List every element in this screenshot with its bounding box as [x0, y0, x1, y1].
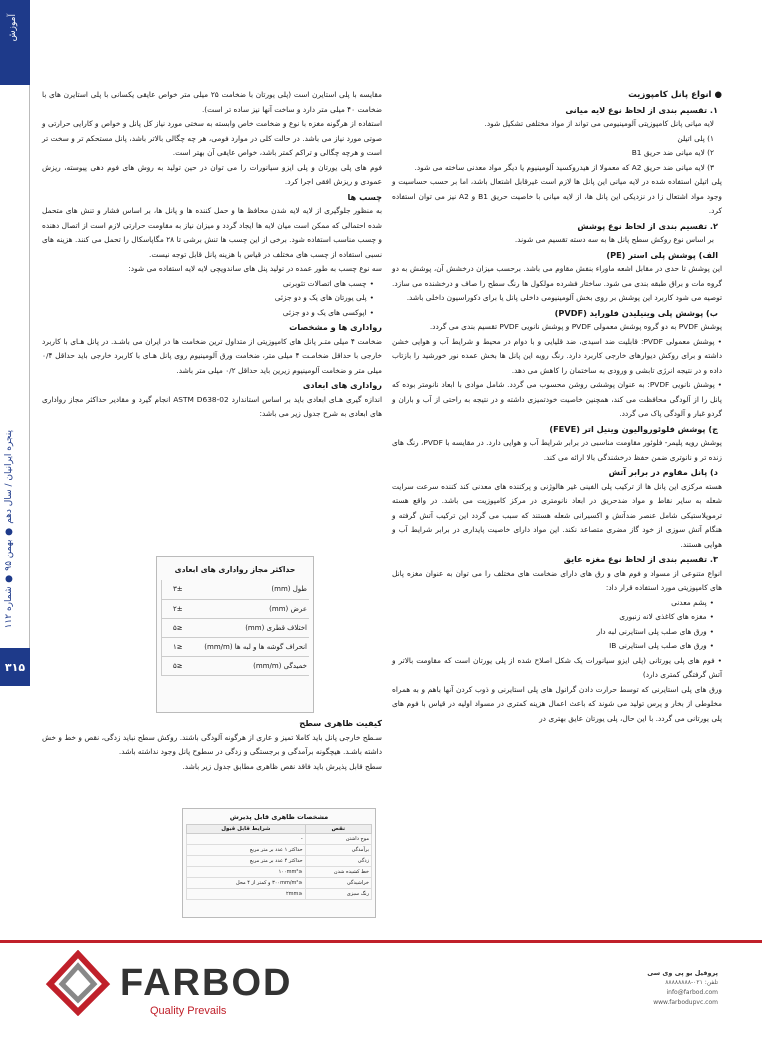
- surface-table-title: مشخصات ظاهری قابل پذیرش: [229, 813, 329, 821]
- paragraph: اندازه گیری هـای ابعادی باید بر اساس استاندارد ASTM D638-02 انجام گیرد و مقادیر حداکثر مجاز رواداری های ابعادی به شرح جدول زیر می باشد:: [42, 394, 382, 418]
- section-heading: ۳. تقسیم بندی از لحاظ نوع مغزه عایق: [563, 554, 718, 564]
- section-heading: ۲. تقسیم بندی از لحاظ نوع پوشش: [577, 220, 718, 231]
- paragraph: سـطح خارجی پانل باید کاملا تمیز و عاری از هرگونه آلودگی باشند. روکش سطح نباید زدگی، نقص و خط و خش داشته باشـد. هیچگونه برآمدگی و برجستگی و زدگی در سطوح پانل وجود نداشته باشد.: [42, 732, 382, 756]
- paragraph: سه نوع چسب به طور عمده در تولید پنل های ساندویچی لایه لایه استفاده می شود:: [128, 264, 382, 273]
- contact-line: info@farbod.com: [666, 989, 718, 996]
- paragraph: • پوشش معمولی PVDF: قابلیت ضد اسیدی، ضد قلیایی و با دوام در محیط و شرایط آب و هوایی خشن داشته و برای روکش دیوارهای خارجی کاربرد دارد. رنگ رویه این پانل ها بخش عمده نور خورشید را بازتاب داده و در نتیجه انرژی تابشی و ورودی به ساختمان را کاهش می دهد.: [392, 336, 722, 375]
- paragraph: ضخامت ۴ میلی متـر پانل های کامپوزیتی از متداول ترین ضخامت ها در ایران می باشـد. در پانل هـای با کاربرد خارجی با حداقل ضخامـت ۴ میلی متر، ضخامت ورق آلومینیوم روی پانل هـای با کاربرد خارجی باید حداقل ۰/۴ میلی متر و ضخامت آلومینیوم زیرین باید حداقل ۰/۲ میلی متر باشد.: [42, 336, 382, 375]
- contact-line: www.farbodupvc.com: [653, 999, 718, 1006]
- table-cell: رنگ سبزی: [305, 889, 371, 900]
- table-cell: برآمدگی: [305, 845, 371, 856]
- paragraph: فوم های پلی یورتان و پلی ایزو سیانورات را می توان در حین تولید به روش های فوم دهی پیوسته، ریزش عمودی و ریزش افقی اجرا کرد.: [42, 162, 382, 186]
- paragraph: ۳) لایه میانی ضد حریق A2 که معمولا از هیدروکسید آلومینیوم یا دیگر مواد معدنی ساخته می شود.: [414, 162, 714, 172]
- paragraph: • مغزه های کاغذی لانه زنبوری: [392, 610, 722, 625]
- brand-tagline: Quality Prevails: [150, 1005, 227, 1017]
- section-heading: ب) پوشش پلی وینیلیدن فلوراید (PVDF): [554, 307, 718, 318]
- paragraph: • فوم های پلی یورتانی (پلی ایزو سیانورات یک شکل اصلاح شده از پلی یورتان است که مقاومت بالاتر و آتش گرفتگی کمتری دارد): [392, 655, 722, 679]
- paragraph: این پوشش تا حدی در مقابل اشعه ماوراء بنفش مقاوم می باشد. برحسب میزان درخشش آن، پوشش به دو گروه مات و براق طبقه بندی می شود. ساختار فشرده مولکول ها رنگ سطح را صاف و درخشنده می سازد. توصیه می شود کاربرد این پوشش بر روی بخش آلومینیومی داخلی پانل یا برای دکوراسیون داخلی باشد.: [392, 264, 722, 302]
- paragraph: بر اساس نوع روکش سطح پانل ها به سه دسته تقسیم می شوند.: [514, 235, 714, 244]
- section-heading: رواداری ها و مشخصات: [289, 322, 382, 332]
- table-row: [187, 856, 372, 867]
- column-header: شرایط قابل قبول: [187, 825, 306, 834]
- paragraph: • چسب های اتصالات تئوبرنی: [42, 277, 382, 292]
- table-row: [162, 618, 310, 637]
- table-cell: ≤۲mm: [187, 889, 306, 900]
- section-heading: کیفیت ظاهری سطح: [299, 718, 382, 728]
- column-header: نقص: [305, 825, 371, 834]
- paragraph: • ورق های صلب پلی استایرنی لبه دار: [392, 625, 722, 640]
- table-row: [187, 889, 372, 900]
- paragraph: ۲) لایه میانی ضد حریق B1: [631, 148, 714, 157]
- table-row: [162, 656, 310, 675]
- right-column: [392, 88, 722, 726]
- tolerance-label: طول (mm): [194, 580, 310, 599]
- tolerance-table: [156, 556, 314, 713]
- tolerance-label: عرض (mm): [194, 599, 310, 618]
- table-cell: -: [187, 834, 306, 845]
- contact-line: پروفیل یو پی وی سی: [647, 969, 718, 977]
- paragraph: • اپوکسی های یک و دو جزئی: [42, 306, 382, 321]
- paragraph: • ورق های صلب پلی استایرنی IB: [392, 639, 722, 654]
- section-tab: [0, 0, 30, 85]
- tolerance-table-title: حداکثر مجاز رواداری های ابعادی: [174, 565, 296, 574]
- table-row: [162, 580, 310, 599]
- tolerance-label: اختلاف قطری (mm): [194, 618, 310, 637]
- brand-name: FARBOD: [120, 962, 293, 1004]
- surface-defect-table: [182, 808, 376, 918]
- table-row: [162, 599, 310, 618]
- footer-divider: [0, 940, 762, 943]
- paragraph: استفاده از هرگونه مغزه با نوع و ضخامت خاص وابسته به سختی مورد نیاز کل پانل و خواص و کارایی حرارتی و صوتی مورد نیاز می باشد. در حالت کلی در موارد فومی، هر چه چگالی بالاتر باشد، پانل مستحکم تر و سخت تر است و هرچه چگالی و تراکم کمتر باشد، خواص عایقی آن بهتر است.: [42, 119, 382, 157]
- paragraph: • پلی یورتان های یک و دو جزئی: [42, 291, 382, 306]
- paragraph: هسته مرکزی این پانل ها از ترکیب پلی الفینی غیر هالوژنی و پرکننده های معدنی کند کننده سرعت سرایت شعله به سایر نقاط و مواد ضدحریق در ابعاد نانومتری در مرکز کامپوزیت می باشد. در واقع هسته ترموپلاستیکی شامل عنصر ضدآتش و اکسیرانی شعله هستند که سبب می گردد این ترکیب آتش گرفته و هنگام آتش سوزی از خود گاز مضری متصاعد نکند. این مواد دارای خاصیت پایداری در برابر شرایط آب و هوایی هستند.: [392, 481, 722, 549]
- table-cell: حداکثر ۴ عدد بر متر مربع: [187, 856, 306, 867]
- tolerance-label: خمیدگی (mm/m): [194, 656, 310, 675]
- section-heading: ● انواع پانل کامپوزیت: [628, 90, 722, 100]
- table-cell: ≤۳۰۰mm/m² و کمتر از ۴ محل: [187, 878, 306, 889]
- paragraph: پوشش رویه پلیمر- فلوئور مقاومت مناسبی در برابر شرایط آب و هوایی دارد. در مقایسه با PVDF، رنگ های زنده تر و نانوتری ضمن حفظ درخشندگی بالا ارائه می کند.: [392, 438, 722, 462]
- paragraph: • پشم معدنی: [392, 596, 722, 611]
- table-cell: خط کشیده شدن: [305, 867, 371, 878]
- paragraph: ۱) پلی اتیلن: [677, 133, 714, 143]
- page-number: ۳۱۵: [0, 648, 30, 686]
- left-column-top: [42, 88, 382, 422]
- paragraph: به منظور جلوگیری از لایه لایه شدن محافظ ها و حمل کننده ها و پانل ها، بر اساس فشار و تنش های متحمل شده احتمالی که ممکن است میان لایه ها ایجاد گردد و میزان نیاز به مقاومت حرارتی لازم است از اتصال دهنده و چسب مناسب استفاده شود. برخی از این چسب ها تنش برشی تا ۲۸ مگاپاسکال را تحمل می کنند. هزینه های نسبی استفاده از چسب های مختلف در قیاس با هزینه پانل قابل توجه نیست.: [42, 206, 382, 259]
- strip-divider: [29, 85, 30, 655]
- table-cell: ≤۱۰۰mm²: [187, 867, 306, 878]
- tolerance-value: ۵≥: [162, 618, 194, 637]
- tolerance-label: انحراف گوشه ها و لبه ها (mm/m): [194, 637, 310, 656]
- tolerance-value: ۳±: [162, 580, 194, 599]
- issue-label: پنجره ایرانیان / سال دهم ● بهمن ۹۵ ● شماره ۱۱۲: [4, 430, 14, 629]
- tolerance-value: ۵≥: [162, 656, 194, 675]
- table-row: [187, 867, 372, 878]
- left-column-bottom: [42, 716, 382, 774]
- table-row: [187, 878, 372, 889]
- table-cell: موج داشتن: [305, 834, 371, 845]
- table-row: [187, 834, 372, 845]
- table-row: [187, 845, 372, 856]
- paragraph: ورق های پلی استایرنی که توسط حرارت دادن گرانول های پلی استایرنی و ذوب کردن آنها باهم و به همراه مخلوطی از بخار و پرس تولید می شوند که باعث اعمال هزینه کمتری در مسواد اولیه در قیاس با فوم های پلی یورتانی می گردد. با این حال، پلی یورتان عایق بهتری در: [392, 684, 722, 723]
- contact-block: [618, 968, 718, 1008]
- section-heading: د) پانل مقاوم در برابر آتش: [608, 467, 718, 477]
- section-heading: الف) پوشش پلی استر (PE): [606, 249, 718, 260]
- section-heading: چسب ها: [347, 191, 382, 202]
- table-row: [162, 637, 310, 656]
- table-cell: حداکثر ۱ عدد بر متر مربع: [187, 845, 306, 856]
- section-heading: ج) پوشش فلوئوروالیون وینیل اتر (FEVE): [549, 423, 718, 434]
- paragraph: پوشش PVDF به دو گروه پوشش معمولی PVDF و پوشش نانویی PVDF تقسیم بندی می گردد.: [429, 322, 722, 331]
- section-label: آموزش: [8, 14, 18, 42]
- tolerance-value: ۱≥: [162, 637, 194, 656]
- section-heading: رواداری های ابعادی: [302, 380, 382, 390]
- contact-line: تلفن: ۰۲۱-۸۸۸۸۸۸۸۸: [665, 979, 718, 986]
- paragraph: • پوشش نانویی PVDF: به عنوان پوششی روشن محسوب می گردد. شامل موادی با ابعاد نانومتر بوده که پانل را از آلودگی محافظت می کند، همچنین خاصیت خودتمیزی داشته و در نتیجه به راحتی از آب و باران و گردو غبار و آلودگی پاک می گردد.: [392, 380, 722, 418]
- tolerance-value: ۲±: [162, 599, 194, 618]
- paragraph: سطح قابل پذیرش باید فاقد نقص ظاهری مطابق جدول زیر باشد.: [182, 761, 382, 771]
- table-cell: زدگی: [305, 856, 371, 867]
- paragraph: انواع متنوعی از مسواد و فوم های و رق های دارای ضخامت های مختلف را می توان به عنوان مغزه پانل های کامپوزیتی مورد استفاده قرار داد:: [392, 568, 722, 592]
- farbod-logo-icon: [44, 950, 112, 1016]
- paragraph: مقایسه با پلی استایرن است (پلی یورتان با ضخامت ۲۵ میلی متر خواص عایقی یکسانی با پلی استایرن های با ضخامت ۴۰ میلی متر دارد و ساخت آنها نیز ساده تر است).: [42, 90, 382, 114]
- paragraph: پلی اتیلن استفاده شده در لایه میانی این پانل ها لازم است غیرقابل اشتعال باشد، اما بر حسب حساسیت و وجود مواد اشتعال زا در نزدیکی این پانل ها، از لایه میانی با خاصیت حریق B1 و A2 نیز می توان استفاده کرد.: [392, 177, 722, 215]
- table-cell: خراشیدگی: [305, 878, 371, 889]
- section-heading: ۱. تقسیم بندی از لحاظ نوع لایه میانی: [565, 104, 718, 115]
- paragraph: لایه میانی پانل کامپوزیتی آلومینیومی می تواند از مواد مختلفی تشکیل شود.: [484, 119, 714, 128]
